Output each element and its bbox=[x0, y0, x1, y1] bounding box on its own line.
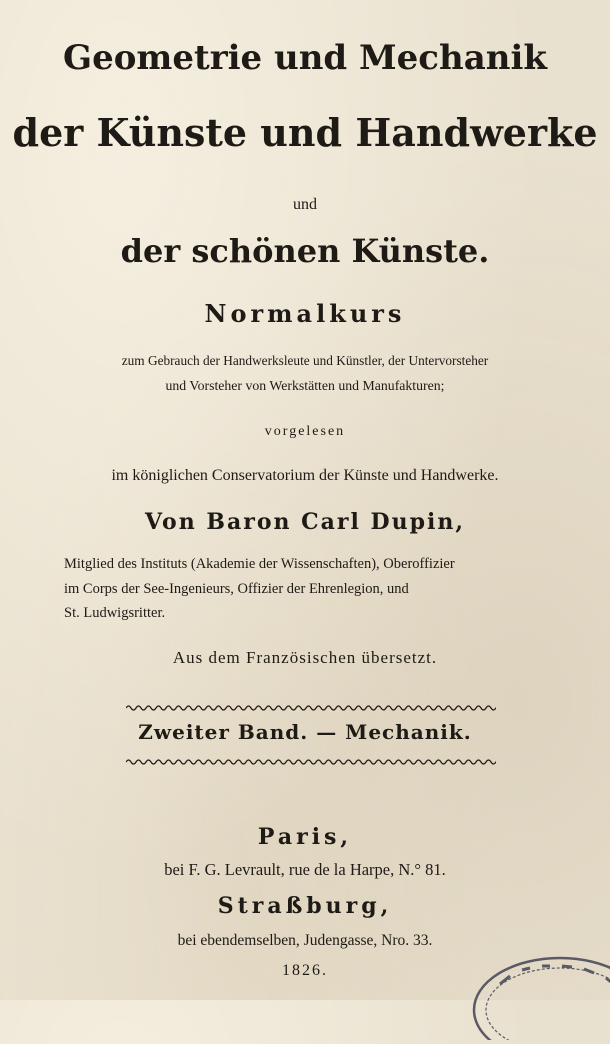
read-at-label: vorgelesen bbox=[264, 424, 346, 439]
course-heading: Normalkurs bbox=[204, 299, 406, 328]
library-stamp bbox=[470, 950, 610, 1040]
title-line-2: der Künste und Handwerke bbox=[12, 110, 598, 155]
title-line-1: Geometrie und Mechanik bbox=[63, 38, 547, 78]
title-line-3: der schönen Künste. bbox=[120, 232, 490, 270]
top-wavy-rule bbox=[126, 704, 496, 712]
publisher-city-strassburg: Straßburg, bbox=[217, 893, 393, 919]
publisher-city-paris: Paris, bbox=[257, 824, 353, 850]
course-description-1: zum Gebrauch der Handwerksleute und Künstler, der Untervorsteher bbox=[121, 353, 489, 368]
translation-note: Aus dem Französischen übersetzt. bbox=[172, 648, 438, 667]
author-role-2: im Corps der See-Ingenieurs, Offizier der Ehrenlegion, und bbox=[64, 581, 409, 597]
author-name: Von Baron Carl Dupin, bbox=[145, 509, 465, 535]
publisher-address-strassburg: bei ebendemselben, Judengasse, Nro. 33. bbox=[177, 932, 433, 949]
course-description-2: und Vorsteher von Werkstätten und Manufakturen; bbox=[165, 378, 445, 393]
volume-title: Zweiter Band. — Mechanik. bbox=[138, 720, 472, 744]
publisher-address-paris: bei F. G. Levrault, rue de la Harpe, N.° 81. bbox=[164, 860, 446, 879]
bottom-wavy-rule bbox=[126, 758, 496, 766]
conservatorium-line: im königlichen Conservatorium der Künste und Handwerke. bbox=[111, 467, 499, 484]
title-conjunction: und bbox=[293, 196, 317, 213]
author-role-3: St. Ludwigsritter. bbox=[64, 605, 166, 621]
author-role-1: Mitglied des Instituts (Akademie der Wissenschaften), Oberoffizier bbox=[64, 556, 455, 572]
publication-year: 1826. bbox=[282, 962, 328, 979]
